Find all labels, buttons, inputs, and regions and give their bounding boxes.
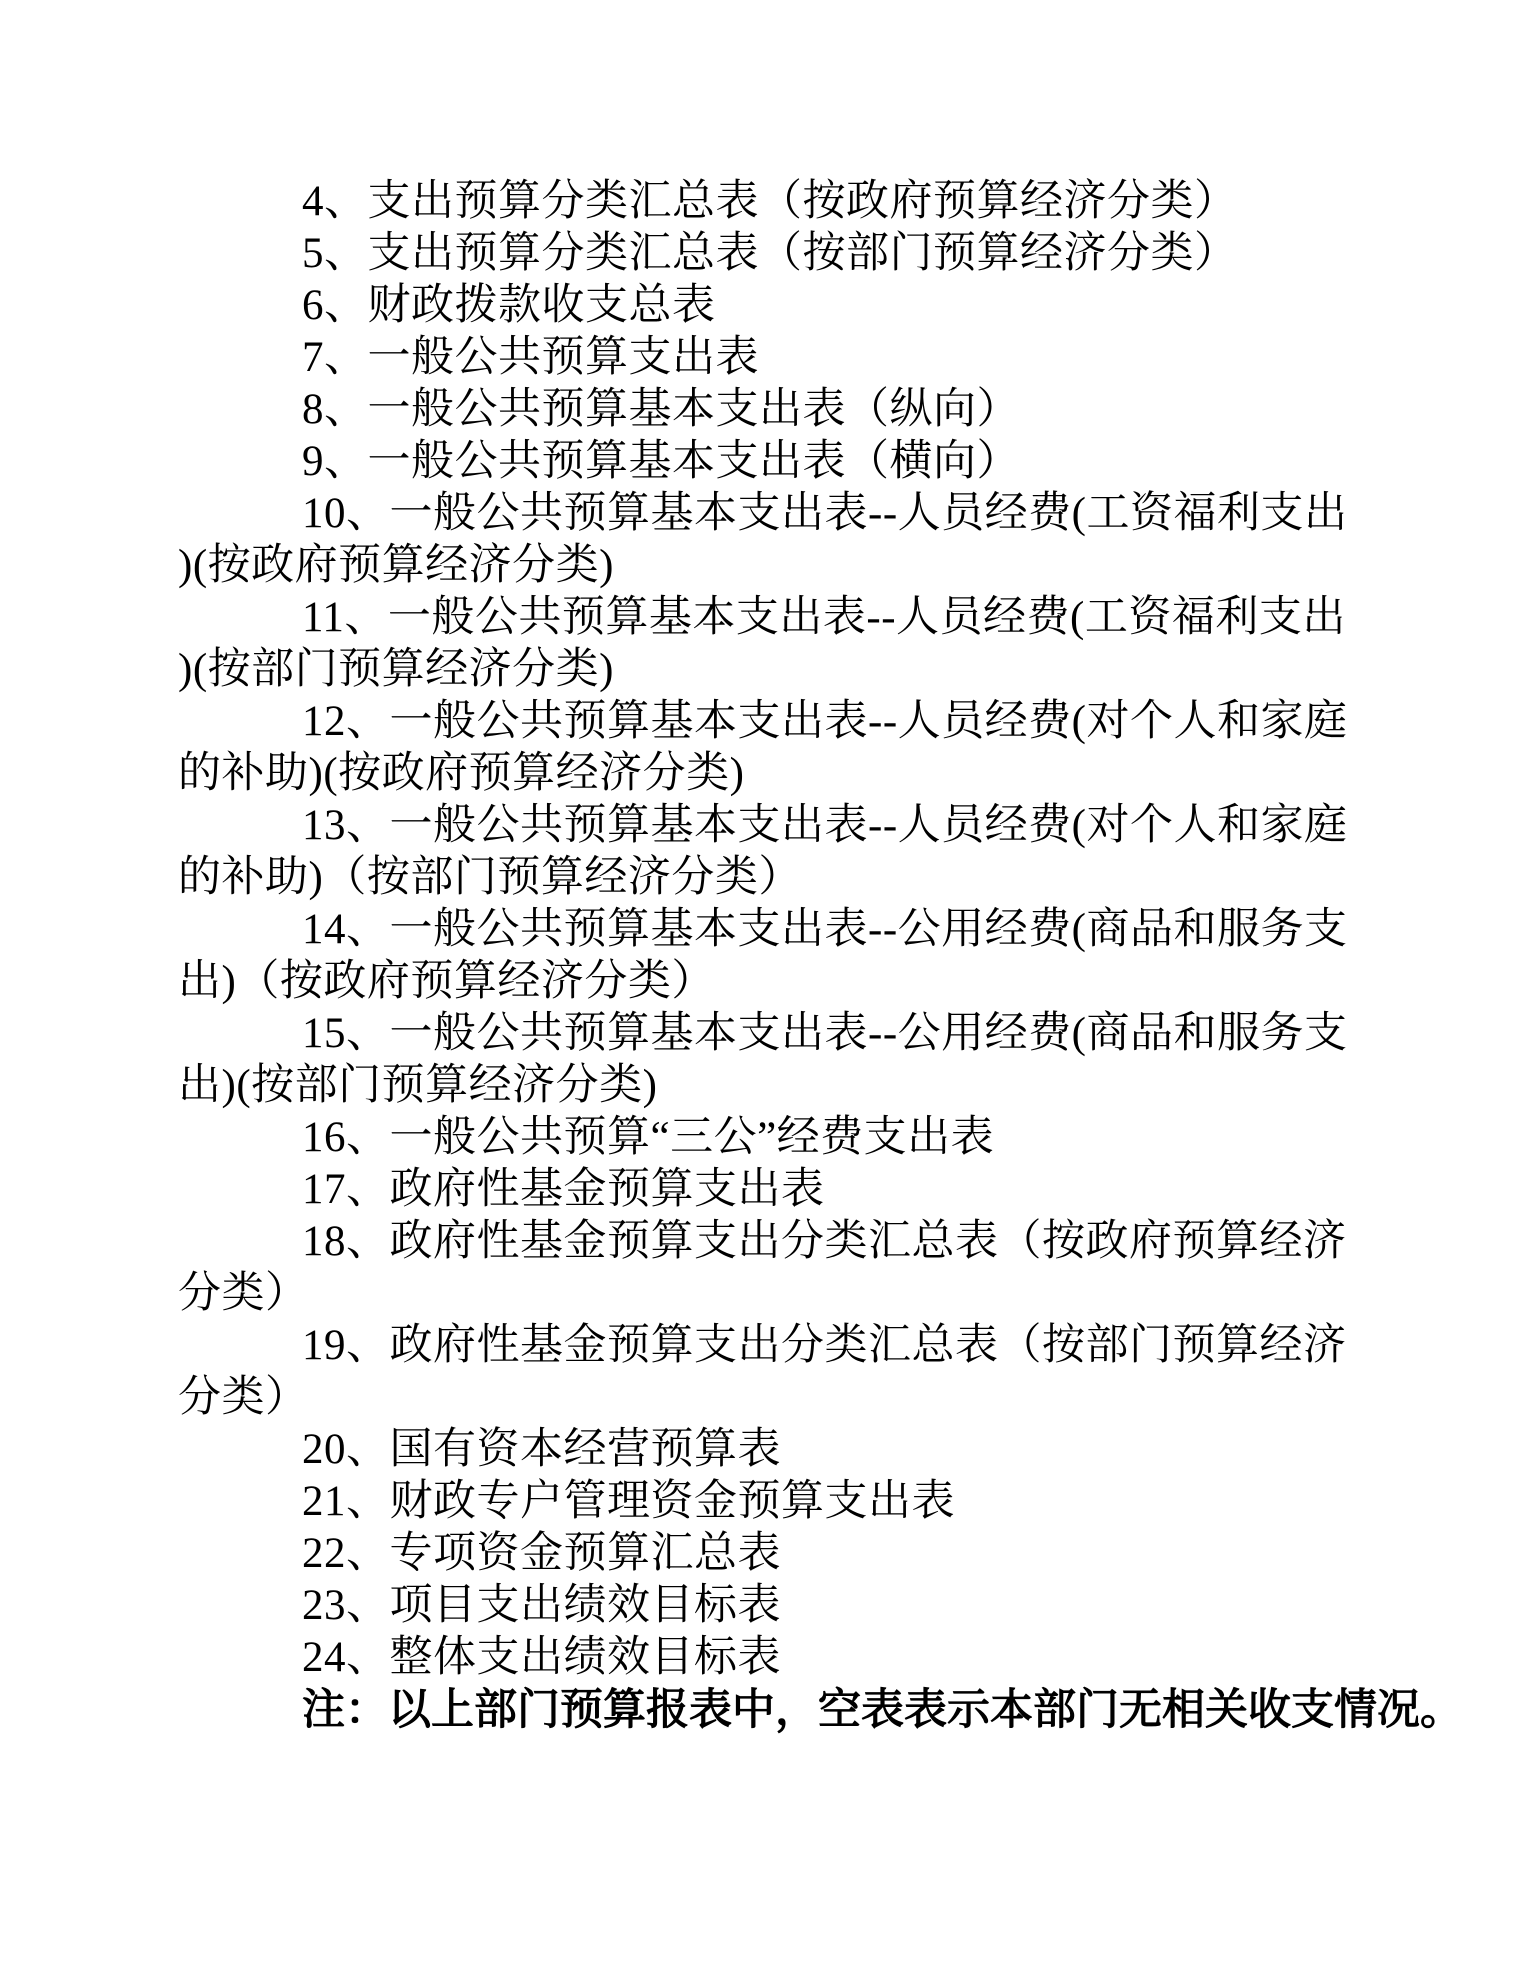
document-line: 13、一般公共预算基本支出表--人员经费(对个人和家庭	[302, 802, 1348, 849]
document-line: )(按部门预算经济分类)	[178, 646, 614, 693]
document-line: 19、政府性基金预算支出分类汇总表（按部门预算经济	[302, 1322, 1347, 1369]
document-line: )(按政府预算经济分类)	[178, 542, 614, 589]
document-line: 10、一般公共预算基本支出表--人员经费(工资福利支出	[302, 490, 1348, 537]
document-line: 24、整体支出绩效目标表	[302, 1634, 781, 1681]
document-line: 18、政府性基金预算支出分类汇总表（按政府预算经济	[302, 1218, 1347, 1265]
document-line: 20、国有资本经营预算表	[302, 1426, 781, 1473]
document-note-line: 注：以上部门预算报表中，空表表示本部门无相关收支情况。	[302, 1686, 1463, 1734]
document-line: 出)（按政府预算经济分类）	[178, 958, 715, 1005]
document-line: 5、支出预算分类汇总表（按部门预算经济分类）	[302, 230, 1238, 277]
document-line: 11、一般公共预算基本支出表--人员经费(工资福利支出	[302, 594, 1346, 641]
document-line: 23、项目支出绩效目标表	[302, 1582, 781, 1629]
document-line: 分类）	[178, 1374, 309, 1421]
document-line: 分类）	[178, 1270, 309, 1317]
document-line: 12、一般公共预算基本支出表--人员经费(对个人和家庭	[302, 698, 1348, 745]
document-line: 16、一般公共预算“三公”经费支出表	[302, 1114, 995, 1161]
document-line: 14、一般公共预算基本支出表--公用经费(商品和服务支	[302, 906, 1348, 953]
document-line: 出)(按部门预算经济分类)	[178, 1062, 658, 1109]
document-line: 4、支出预算分类汇总表（按政府预算经济分类）	[302, 178, 1238, 225]
document-line: 8、一般公共预算基本支出表（纵向）	[302, 386, 1020, 433]
document-line: 22、专项资金预算汇总表	[302, 1530, 781, 1577]
document-body	[178, 176, 1463, 1736]
document-line: 6、财政拨款收支总表	[302, 282, 716, 329]
document-line: 9、一般公共预算基本支出表（横向）	[302, 438, 1020, 485]
document-line: 15、一般公共预算基本支出表--公用经费(商品和服务支	[302, 1010, 1348, 1057]
document-line: 17、政府性基金预算支出表	[302, 1166, 825, 1213]
document-line: 21、财政专户管理资金预算支出表	[302, 1478, 955, 1525]
document-line: 的补助)（按部门预算经济分类）	[178, 854, 802, 901]
document-line: 7、一般公共预算支出表	[302, 334, 759, 381]
document-line: 的补助)(按政府预算经济分类)	[178, 750, 745, 797]
